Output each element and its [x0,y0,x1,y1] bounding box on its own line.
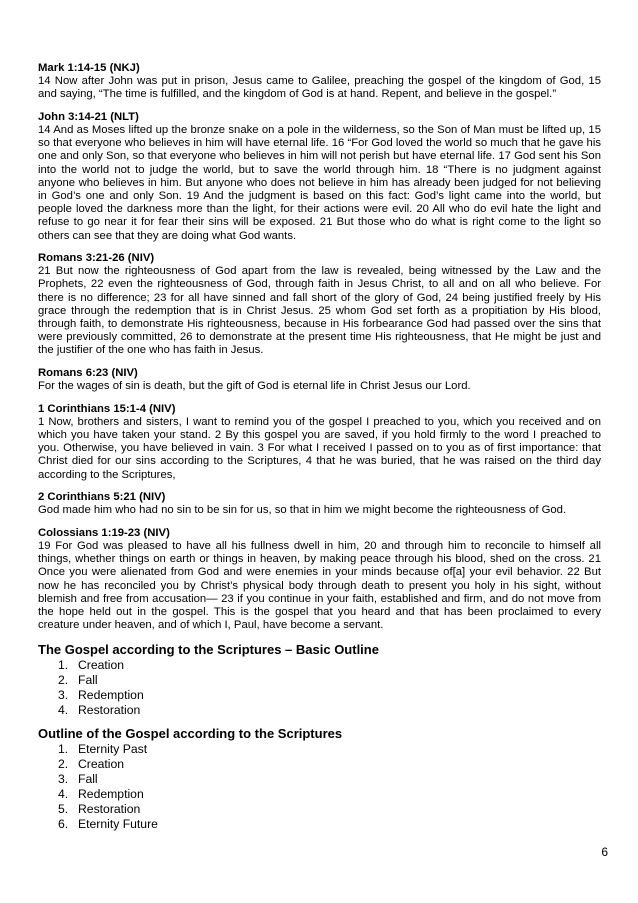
passage-text: 1 Now, brothers and sisters, I want to remind you of the gospel I preached to you, which you received and on which you have taken your stand. 2 By this gospel you are saved, if you hold firmly to the word I preached to you. Otherwise, you have believed in vain. 3 For what I received I passed on to you as of first importance: that Christ died for our sins according to the Scriptures, 4 that he was buried, that he was raised on the third day according to the Scriptures, [38,415,601,481]
passage-text: 14 Now after John was put in prison, Jesus came to Galilee, preaching the gospel of the kingdom of God, 15 and saying, “The time is fulfilled, and the kingdom of God is at hand. Repent, and believe in the gospel.” [38,75,601,101]
list-item: 5. Restoration [58,802,141,816]
passage-text: 14 And as Moses lifted up the bronze snake on a pole in the wilderness, so the Son of Man must be lifted up, 15 so that everyone who believes in him will have eternal life. 16 “For God loved the world so much that he gave his one and only Son, so that everyone who believes in him will not perish but have eternal life. 17 God sent his Son into the world not to judge the world, but to save the world through him. 18 “There is no judgment against anyone who believes in him. But anyone who does not believe in him has already been judged for not believing in God’s one and only Son. 19 And the judgment is based on this fact: God’s light came into the world, but people loved the darkness more than the light, for their actions were evil. 20 All who do evil hate the light and refuse to go near it for fear their sins will be exposed. 21 But those who do what is right come to the light so others can see that they are doing what God wants. [38,123,601,242]
document-page [38,62,601,840]
passage-reference: 1 Corinthians 15:1-4 (NIV) [38,402,176,415]
passage-reference: 2 Corinthians 5:21 (NIV) [38,491,166,504]
passage-romans-3 [38,252,601,357]
list-item: 3. Redemption [58,688,144,702]
list-item: 3. Fall [58,772,98,786]
passage-john-3 [38,111,601,243]
passage-romans-6 [38,367,601,393]
passage-reference: Romans 6:23 (NIV) [38,367,138,380]
passage-1-corinthians-15 [38,403,601,482]
passage-reference: Romans 3:21-26 (NIV) [38,252,155,265]
passage-2-corinthians-5 [38,491,601,517]
page-number: 6 [601,845,608,859]
list-item: 2. Creation [58,757,125,771]
list-item: 4. Redemption [58,787,144,801]
full-outline-heading: Outline of the Gospel according to the Scriptures [38,726,343,741]
passage-reference: John 3:14-21 (NLT) [38,110,139,123]
passage-text: For the wages of sin is death, but the gift of God is eternal life in Christ Jesus our Lord. [38,380,471,393]
full-outline-list [38,742,601,832]
passage-text: God made him who had no sin to be sin for us, so that in him we might become the righteousness of God. [38,504,567,517]
passage-colossians-1 [38,527,601,632]
passage-mark-1 [38,62,601,101]
basic-outline-list [38,658,601,718]
passage-text: 19 For God was pleased to have all his fullness dwell in him, 20 and through him to reconcile to himself all things, whether things on earth or things in heaven, by making peace through his blood, shed on the cross. 21 Once you were alienated from God and were enemies in your minds because of[a] your evil behavior. 22 But now he has reconciled you by Christ’s physical body through death to present you holy in his sight, without blemish and free from accusation— 23 if you continue in your faith, established and firm, and do not move from the hope held out in the gospel. This is the gospel that you heard and that has been proclaimed to every creature under heaven, and of which I, Paul, have become a servant. [38,540,601,632]
passage-text: 21 But now the righteousness of God apart from the law is revealed, being witnessed by the Law and the Prophets, 22 even the righteousness of God, through faith in Jesus Christ, to all and on all who believe. For there is no difference; 23 for all have sinned and fall short of the glory of God, 24 being justified freely by His grace through the redemption that is in Christ Jesus. 25 whom God set forth as a propitiation by His blood, through faith, to demonstrate His righteousness, because in His forbearance God had passed over the sins that were previously committed, 26 to demonstrate at the present time His righteousness, that He might be just and the justifier of the one who has faith in Jesus. [38,265,601,357]
list-item: 1. Eternity Past [58,742,148,756]
list-item: 1. Creation [58,658,125,672]
list-item: 2. Fall [58,673,98,687]
list-item: 4. Restoration [58,703,141,717]
list-item: 6. Eternity Future [58,817,158,831]
passage-reference: Colossians 1:19-23 (NIV) [38,527,170,540]
passage-reference: Mark 1:14-15 (NKJ) [38,62,140,74]
basic-outline-heading: The Gospel according to the Scriptures – Basic Outline [38,642,379,657]
